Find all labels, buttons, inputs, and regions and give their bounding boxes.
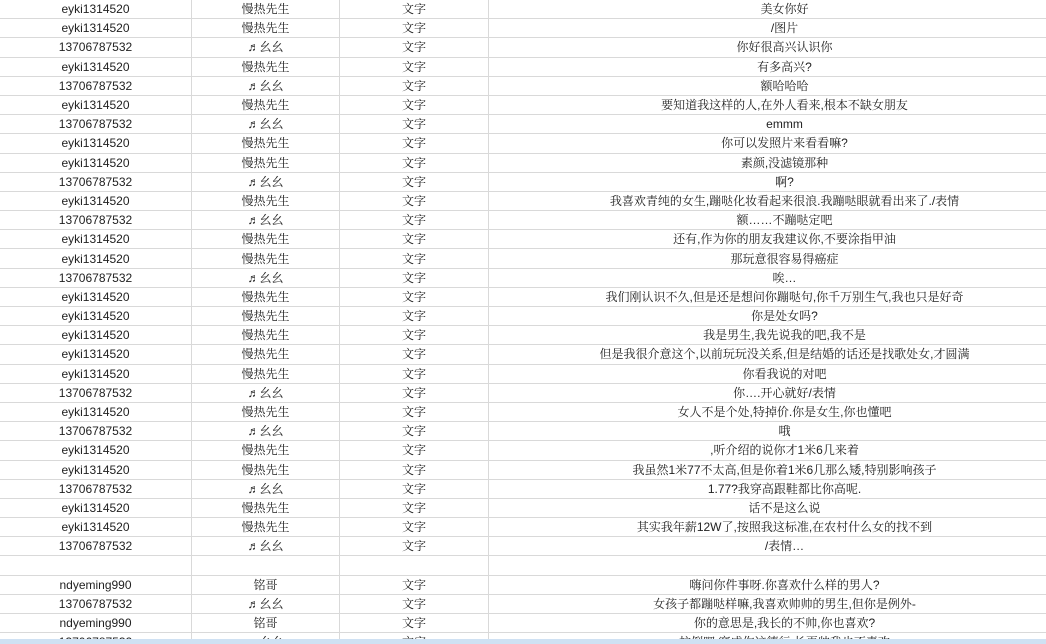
- table-row: [0, 173, 1046, 192]
- cell-account-id[interactable]: eyki1314520: [0, 96, 192, 114]
- table-row: [0, 595, 1046, 614]
- cell-message[interactable]: 你好很高兴认识你: [736, 40, 833, 55]
- cell-message-type[interactable]: 文字: [340, 345, 489, 363]
- cell-nickname[interactable]: 慢热先生: [192, 249, 340, 267]
- cell-message-type[interactable]: 文字: [340, 288, 489, 306]
- cell-message-type[interactable]: 文字: [340, 211, 489, 229]
- table-row: [0, 19, 1046, 38]
- cell-message[interactable]: 啊?: [775, 174, 794, 189]
- cell-message-type[interactable]: 文字: [340, 422, 489, 440]
- table-row: [0, 38, 1046, 57]
- table-row: [0, 211, 1046, 230]
- cell-nickname[interactable]: 铭哥: [192, 576, 340, 594]
- cell-message[interactable]: /表情…: [764, 539, 805, 554]
- cell-message[interactable]: 素颜,没滤镜那种: [740, 155, 829, 170]
- cell-message-type[interactable]: 文字: [340, 480, 489, 498]
- cell-message[interactable]: emmm: [766, 117, 803, 132]
- cell-nickname[interactable]: ♬幺幺: [192, 537, 340, 555]
- table-row: [0, 384, 1046, 403]
- cell-message-type[interactable]: 文字: [340, 307, 489, 325]
- cell-account-id[interactable]: eyki1314520: [0, 307, 192, 325]
- cell-nickname[interactable]: 铭哥: [192, 614, 340, 632]
- cell-nickname[interactable]: 慢热先生: [192, 134, 340, 152]
- table-row: [0, 326, 1046, 345]
- cell-account-id[interactable]: eyki1314520: [0, 58, 192, 76]
- table-row: [0, 288, 1046, 307]
- cell-account-id[interactable]: 13706787532: [0, 211, 192, 229]
- cell-message-type[interactable]: 文字: [340, 173, 489, 191]
- table-row: [0, 518, 1046, 537]
- cell-message-type[interactable]: 文字: [340, 384, 489, 402]
- cell-message[interactable]: 女人不是个处,特掉价.你是女生,你也懂吧: [677, 405, 892, 420]
- table-row: [0, 461, 1046, 480]
- cell-nickname[interactable]: 慢热先生: [192, 154, 340, 172]
- cell-nickname[interactable]: ♬幺幺: [192, 595, 340, 613]
- cell-account-id[interactable]: 13706787532: [0, 173, 192, 191]
- cell-message[interactable]: 你….开心就好/表情: [733, 385, 836, 400]
- cell-nickname[interactable]: ♬幺幺: [192, 384, 340, 402]
- cell-account-id[interactable]: eyki1314520: [0, 441, 192, 459]
- bottom-scroll-strip: [0, 639, 1046, 644]
- cell-account-id[interactable]: eyki1314520: [0, 192, 192, 210]
- cell-message[interactable]: 额哈哈哈: [760, 78, 809, 93]
- cell-nickname[interactable]: 慢热先生: [192, 230, 340, 248]
- table-row: [0, 0, 1046, 19]
- table-row: [0, 403, 1046, 422]
- cell-account-id[interactable]: eyki1314520: [0, 326, 192, 344]
- cell-message-type[interactable]: 文字: [340, 518, 489, 536]
- cell-nickname[interactable]: 慢热先生: [192, 19, 340, 37]
- cell-message-type[interactable]: 文字: [340, 403, 489, 421]
- cell-account-id[interactable]: 13706787532: [0, 384, 192, 402]
- cell-nickname[interactable]: 慢热先生: [192, 96, 340, 114]
- cell-message[interactable]: 有多高兴?: [757, 59, 812, 74]
- cell-message-type[interactable]: 文字: [340, 115, 489, 133]
- cell-message[interactable]: 美女你好: [760, 2, 809, 17]
- table-row: [0, 115, 1046, 134]
- cell-nickname[interactable]: 慢热先生: [192, 0, 340, 18]
- cell-account-id[interactable]: eyki1314520: [0, 345, 192, 363]
- cell-message-type[interactable]: 文字: [340, 154, 489, 172]
- cell-nickname[interactable]: 慢热先生: [192, 288, 340, 306]
- table-row: [0, 58, 1046, 77]
- cell-nickname[interactable]: ♬幺幺: [192, 38, 340, 56]
- cell-account-id[interactable]: 13706787532: [0, 537, 192, 555]
- table-row: [0, 365, 1046, 384]
- cell-message-type[interactable]: 文字: [340, 461, 489, 479]
- cell-account-id[interactable]: eyki1314520: [0, 0, 192, 18]
- cell-message[interactable]: 其实我年薪12W了,按照我这标准,在农村什么女的找不到: [636, 520, 933, 535]
- cell-message-type[interactable]: 文字: [340, 326, 489, 344]
- cell-message[interactable]: 唉…: [772, 270, 797, 285]
- table-row: [0, 307, 1046, 326]
- table-row: [0, 499, 1046, 518]
- cell-message-type[interactable]: 文字: [340, 77, 489, 95]
- cell-nickname[interactable]: ♬幺幺: [192, 211, 340, 229]
- cell-account-id[interactable]: 13706787532: [0, 480, 192, 498]
- cell-message-type[interactable]: 文字: [340, 0, 489, 18]
- cell-message-type[interactable]: 文字: [340, 58, 489, 76]
- cell-message[interactable]: 你看我说的对吧: [742, 366, 827, 381]
- cell-account-id[interactable]: 13706787532: [0, 269, 192, 287]
- cell-message[interactable]: 那玩意很容易得癌症: [730, 251, 839, 266]
- cell-nickname[interactable]: ♬幺幺: [192, 269, 340, 287]
- cell-message-type[interactable]: 文字: [340, 576, 489, 594]
- cell-nickname[interactable]: 慢热先生: [192, 499, 340, 517]
- cell-nickname[interactable]: 慢热先生: [192, 192, 340, 210]
- table-row: [0, 134, 1046, 153]
- cell-nickname[interactable]: ♬幺幺: [192, 422, 340, 440]
- cell-message-type[interactable]: 文字: [340, 441, 489, 459]
- cell-account-id[interactable]: ndyeming990: [0, 576, 192, 594]
- table-row: [0, 441, 1046, 460]
- cell-account-id[interactable]: 13706787532: [0, 115, 192, 133]
- cell-message[interactable]: 1.77?我穿高跟鞋都比你高呢.: [707, 481, 862, 496]
- table-row: [0, 345, 1046, 364]
- cell-nickname[interactable]: ♬幺幺: [192, 480, 340, 498]
- cell-message-type[interactable]: 文字: [340, 595, 489, 613]
- cell-account-id[interactable]: eyki1314520: [0, 288, 192, 306]
- cell-message[interactable]: 哦: [778, 424, 791, 439]
- table-row: [0, 154, 1046, 173]
- cell-account-id[interactable]: eyki1314520: [0, 154, 192, 172]
- cell-message[interactable]: ,听介绍的说你才1米6几来着: [710, 443, 859, 458]
- cell-account-id[interactable]: eyki1314520: [0, 134, 192, 152]
- cell-nickname[interactable]: ♬幺幺: [192, 77, 340, 95]
- cell-message[interactable]: 你的意思是,我长的不帅,你也喜欢?: [693, 616, 876, 631]
- cell-message-type[interactable]: 文字: [340, 269, 489, 287]
- cell-account-id[interactable]: eyki1314520: [0, 461, 192, 479]
- table-row: [0, 77, 1046, 96]
- cell-message-type[interactable]: 文字: [340, 96, 489, 114]
- cell-nickname[interactable]: [192, 556, 340, 574]
- cell-account-id[interactable]: eyki1314520: [0, 249, 192, 267]
- cell-message-type[interactable]: 文字: [340, 499, 489, 517]
- cell-message[interactable]: 还有,作为你的朋友我建议你,不要涂指甲油: [673, 232, 896, 247]
- cell-account-id[interactable]: eyki1314520: [0, 499, 192, 517]
- table-row: [0, 537, 1046, 556]
- cell-message-type[interactable]: 文字: [340, 134, 489, 152]
- cell-account-id[interactable]: eyki1314520: [0, 230, 192, 248]
- cell-message[interactable]: 你可以发照片来看看嘛?: [721, 136, 848, 151]
- cell-message[interactable]: [489, 556, 1046, 574]
- cell-message-type[interactable]: 文字: [340, 249, 489, 267]
- cell-message-type[interactable]: 文字: [340, 38, 489, 56]
- table-row: [0, 576, 1046, 595]
- cell-nickname[interactable]: ♬幺幺: [192, 115, 340, 133]
- cell-nickname[interactable]: 慢热先生: [192, 441, 340, 459]
- cell-nickname[interactable]: 慢热先生: [192, 365, 340, 383]
- cell-message[interactable]: 要知道我这样的人,在外人看来,根本不缺女朋友: [661, 98, 908, 113]
- cell-message[interactable]: 额……不蹦哒定吧: [736, 213, 833, 228]
- cell-nickname[interactable]: 慢热先生: [192, 326, 340, 344]
- table-row: [0, 556, 1046, 575]
- cell-message[interactable]: 话不是这么说: [748, 500, 821, 515]
- table-row: [0, 614, 1046, 633]
- cell-nickname[interactable]: 慢热先生: [192, 345, 340, 363]
- table-row: [0, 230, 1046, 249]
- cell-nickname[interactable]: 慢热先生: [192, 461, 340, 479]
- cell-account-id[interactable]: 13706787532: [0, 595, 192, 613]
- cell-message[interactable]: 我虽然1米77不太高,但是你着1米6几那么矮,特别影响孩子: [632, 462, 937, 477]
- cell-account-id[interactable]: eyki1314520: [0, 19, 192, 37]
- cell-nickname[interactable]: 慢热先生: [192, 58, 340, 76]
- table-row: [0, 96, 1046, 115]
- cell-message-type[interactable]: 文字: [340, 537, 489, 555]
- table-row: [0, 192, 1046, 211]
- cell-message-type[interactable]: 文字: [340, 19, 489, 37]
- cell-message[interactable]: 但是我很介意这个,以前玩玩没关系,但是结婚的话还是找歌处女,才圆满: [599, 347, 970, 362]
- cell-message-type[interactable]: 文字: [340, 365, 489, 383]
- cell-account-id[interactable]: 13706787532: [0, 422, 192, 440]
- cell-account-id[interactable]: [0, 556, 192, 574]
- cell-message-type[interactable]: 文字: [340, 192, 489, 210]
- cell-message[interactable]: /图片: [770, 21, 799, 36]
- cell-account-id[interactable]: eyki1314520: [0, 518, 192, 536]
- cell-nickname[interactable]: 慢热先生: [192, 307, 340, 325]
- cell-message-type[interactable]: [340, 556, 489, 574]
- cell-nickname[interactable]: 慢热先生: [192, 518, 340, 536]
- cell-nickname[interactable]: ♬幺幺: [192, 173, 340, 191]
- cell-account-id[interactable]: 13706787532: [0, 38, 192, 56]
- cell-message[interactable]: 女孩子都蹦哒样嘛,我喜欢帅帅的男生,但你是例外-: [653, 596, 916, 611]
- cell-account-id[interactable]: 13706787532: [0, 77, 192, 95]
- cell-nickname[interactable]: 慢热先生: [192, 403, 340, 421]
- cell-message-type[interactable]: 文字: [340, 614, 489, 632]
- cell-account-id[interactable]: eyki1314520: [0, 403, 192, 421]
- cell-message-type[interactable]: 文字: [340, 230, 489, 248]
- cell-message[interactable]: 我是男生,我先说我的吧,我不是: [703, 328, 866, 343]
- cell-message[interactable]: 你是处女吗?: [751, 309, 818, 324]
- table-row: [0, 422, 1046, 441]
- cell-account-id[interactable]: eyki1314520: [0, 365, 192, 383]
- table-row: [0, 269, 1046, 288]
- table-row: [0, 480, 1046, 499]
- cell-message[interactable]: 我喜欢青纯的女生,蹦哒化妆看起来很浪.我蹦哒眼就看出来了./表情: [609, 193, 960, 208]
- table-row: [0, 249, 1046, 268]
- cell-message[interactable]: 嗨问你件事呀.你喜欢什么样的男人?: [689, 577, 880, 592]
- cell-message[interactable]: 我们刚认识不久,但是还是想问你蹦哒句,你千万别生气,我也只是好奇: [605, 289, 964, 304]
- cell-account-id[interactable]: ndyeming990: [0, 614, 192, 632]
